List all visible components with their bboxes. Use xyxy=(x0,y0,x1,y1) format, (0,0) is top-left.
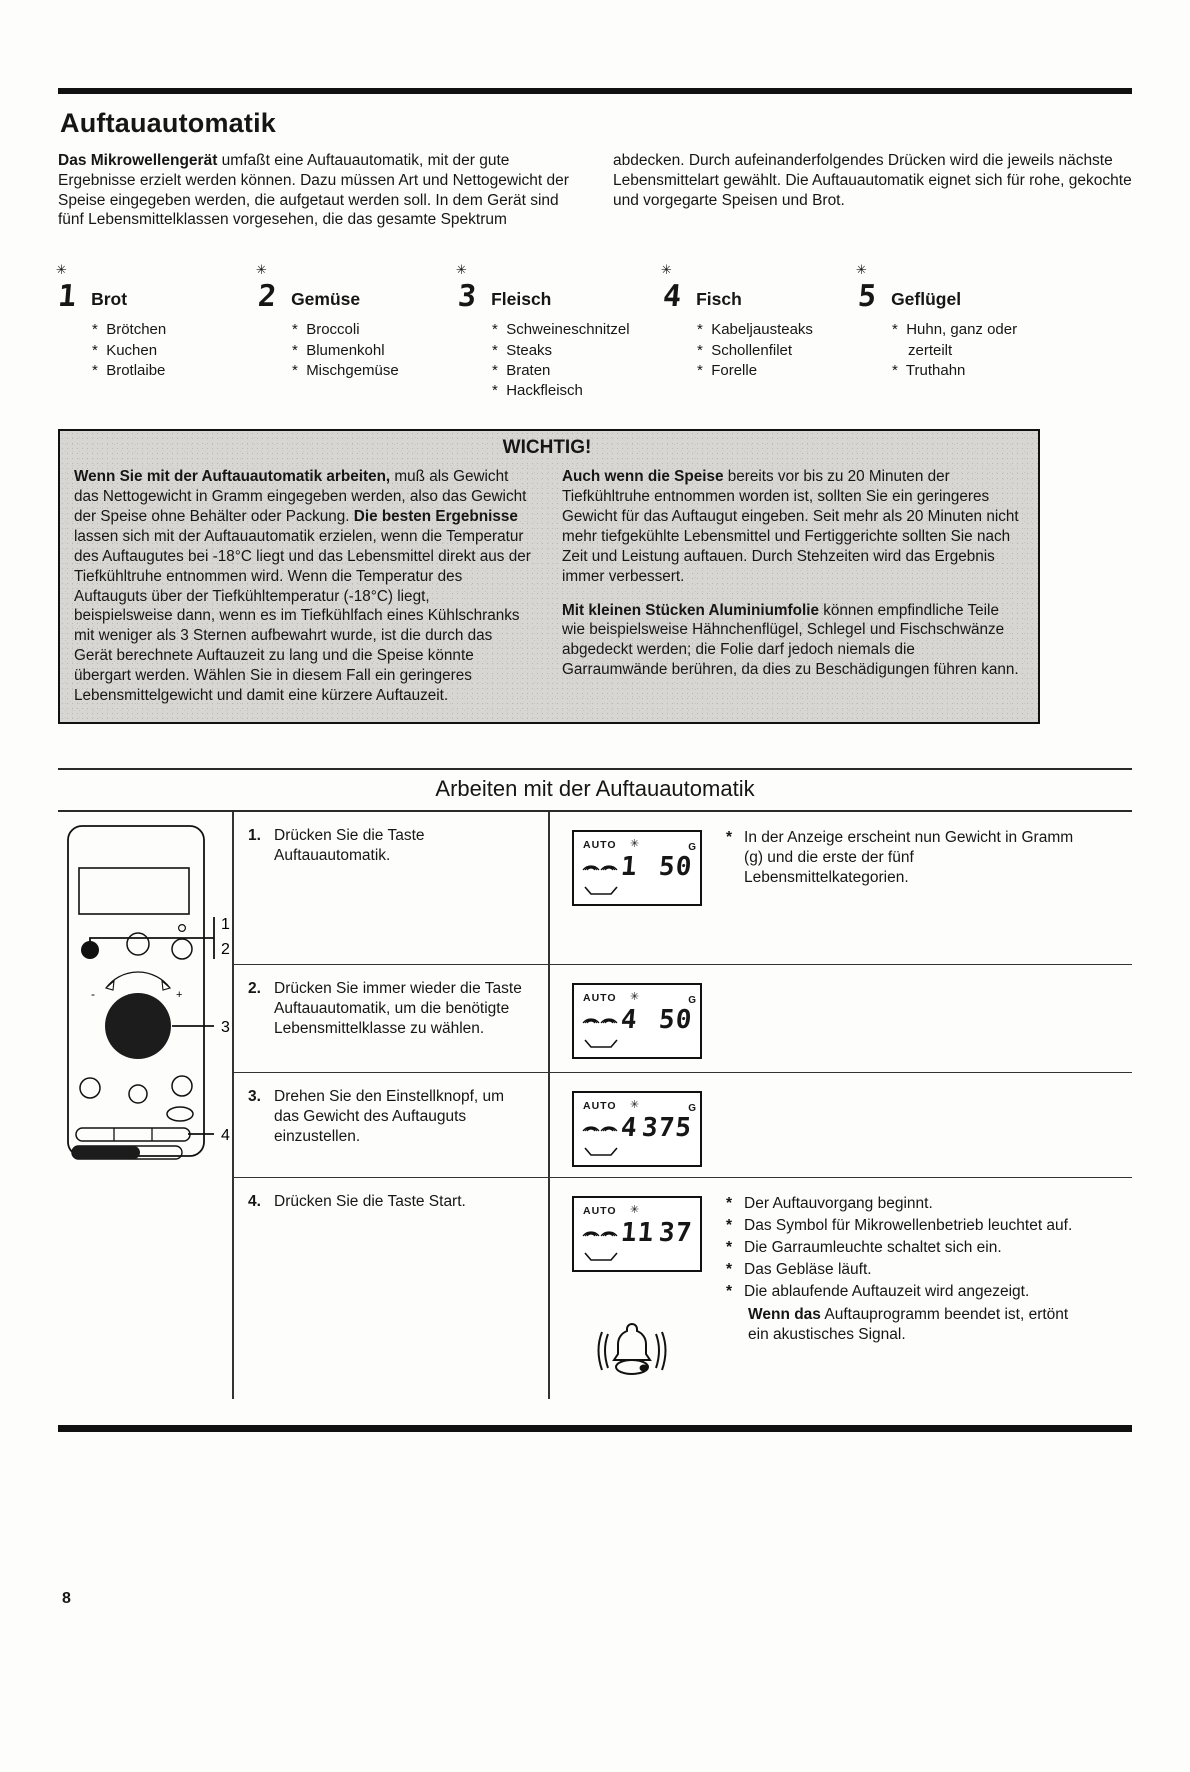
list-item: * Mischgemüse xyxy=(292,361,442,381)
defrost-icon: ✳ xyxy=(256,262,267,278)
category-name: Brot xyxy=(91,289,128,310)
panel-label-1: 1 xyxy=(221,915,230,933)
completion-note xyxy=(748,1305,1078,1345)
paragraph xyxy=(74,467,532,706)
dish-icon xyxy=(584,886,618,897)
category-gemuese xyxy=(258,264,458,401)
important-notice-box xyxy=(58,429,1040,724)
category-fisch xyxy=(663,264,858,401)
dish-icon xyxy=(584,1039,618,1050)
control-panel-drawing xyxy=(62,816,234,1168)
defrost-icon: ✳ xyxy=(56,262,67,278)
defrost-button xyxy=(81,941,99,959)
list-item: * Broccoli xyxy=(292,320,442,340)
lcd-display-2 xyxy=(572,983,702,1059)
note-2-cell xyxy=(702,964,1132,1072)
bottom-rule xyxy=(58,1425,1132,1432)
lcd-category-digit: 1 xyxy=(619,851,639,882)
defrost-icon: ✳ xyxy=(661,262,672,278)
category-name: Fleisch xyxy=(491,289,552,310)
defrost-icon: ✳ xyxy=(630,990,640,1003)
intro-left-lead: Das Mikrowellengerät xyxy=(58,152,218,169)
panel-display-window xyxy=(79,868,189,914)
list-item: * Kabeljausteaks xyxy=(697,320,847,340)
section-title: Arbeiten mit der Auftauautomatik xyxy=(435,775,755,801)
list-item: * Schollenfilet xyxy=(697,341,847,361)
lcd-time-minutes: 11 xyxy=(619,1217,656,1248)
paragraph-lead: Auch wenn die Speise xyxy=(562,468,724,486)
lcd-category-digit: 4 xyxy=(619,1004,639,1035)
knob-minus-label: - xyxy=(91,986,95,1001)
microwave-waves-icon xyxy=(582,1222,618,1240)
intro-left xyxy=(58,151,577,230)
panel-label-3: 3 xyxy=(221,1018,230,1036)
step-number: 2. xyxy=(248,979,261,997)
step-number: 1. xyxy=(248,826,261,844)
paragraph-text: muß als Gewicht das Nettogewicht in Gramm eingegeben werden, also das Gewicht der Speise ohne Behälter oder Packung. xyxy=(74,468,527,526)
paragraph-lead: Die besten Ergebnisse xyxy=(353,508,518,526)
auto-indicator: AUTO xyxy=(583,991,617,1004)
list-item: * Schweineschnitzel xyxy=(492,320,642,340)
step-number: 4. xyxy=(248,1192,261,1210)
display-4-cell xyxy=(550,1177,702,1399)
auto-indicator: AUTO xyxy=(583,1099,617,1112)
category-digit: 3 xyxy=(456,279,479,315)
notice-right-column xyxy=(562,467,1020,706)
list-item: * Blumenkohl xyxy=(292,341,442,361)
step-3-cell xyxy=(234,1072,550,1177)
bell-icon xyxy=(590,1318,696,1389)
page-title: Auftauautomatik xyxy=(60,108,277,138)
control-panel-diagram xyxy=(58,812,234,1399)
panel-button xyxy=(167,1107,193,1121)
display-2-cell xyxy=(550,964,702,1072)
lcd-display-3 xyxy=(572,1091,702,1167)
intro-left-text: umfaßt eine Auftauautomatik, mit der gute Ergebnisse erzielt werden können. Dazu müssen Art und Nettogewicht der Speise eingegeben werden, die aufgetaut werden soll. In dem Gerät sind fünf Lebensmittelklassen vorgesehen, die das gesamte Spektrum xyxy=(58,152,569,229)
panel-button xyxy=(129,1085,147,1103)
lcd-weight-value: 50 xyxy=(657,851,694,882)
paragraph-text: lassen sich mit der Auftauautomatik erzielen, wenn die Temperatur des Auftaugutes bei -18°C liegt und das Lebensmittel direkt aus der Tiefkühltruhe entnommen wird. Wenn die Temperatur des Auftauguts über der Tiefkühltemperatur (-18°C) liegt, beispielsweise dann, wenn es im Tiefkühlfach eines Kühlschranks mit weniger als 3 Sternen aufbewahrt wurde, ist die durch das Gerät berechnete Auftauzeit zu lang und die Speise könnte übergart werden. Wählen Sie in diesem Fall ein geringeres Lebensmittelgewicht und damit eine kürzere Auftauzeit. xyxy=(74,527,531,704)
category-digit: 4 xyxy=(661,279,684,315)
step-text: Drücken Sie die Taste Start. xyxy=(274,1192,466,1210)
notice-left-column xyxy=(74,467,532,706)
procedure-table xyxy=(58,812,1132,1399)
category-digit: 1 xyxy=(56,279,79,315)
list-item: * Braten xyxy=(492,361,642,381)
panel-button-bar xyxy=(76,1128,190,1141)
category-name: Gemüse xyxy=(291,289,361,310)
panel-button xyxy=(80,1078,100,1098)
step-4-cell xyxy=(234,1177,550,1399)
category-name: Fisch xyxy=(696,289,742,310)
category-brot xyxy=(58,264,258,401)
step-text: Drücken Sie immer wieder die Taste Auftauautomatik, um die benötigte Lebensmittelklasse zu wählen. xyxy=(274,979,522,1038)
note-item: * Das Symbol für Mikrowellenbetrieb leuchtet auf. xyxy=(726,1216,1126,1236)
paragraph-text: bereits vor bis zu 20 Minuten der Tiefkühltruhe entnommen worden ist, sollten Sie ein geringeres Gewicht für das Auftaugut eingeben. Seit mehr als 20 Minuten nicht mehr tiefgekühlte Lebensmittel und Fertiggerichte sollten Sie nach Zeit und Leistung auftauen. Durch Stehzeiten wird das Ergebnis immer verbessert. xyxy=(562,468,1019,585)
paragraph-lead: Wenn Sie mit der Auftauautomatik arbeiten, xyxy=(74,468,391,486)
category-gefluegel xyxy=(858,264,1058,401)
panel-button xyxy=(127,933,149,955)
defrost-icon: ✳ xyxy=(630,1203,640,1216)
list-item: * Brotlaibe xyxy=(92,361,242,381)
dish-icon xyxy=(584,1252,618,1263)
list-item: * Truthahn xyxy=(892,361,1042,381)
note-item: * Die Garraumleuchte schaltet sich ein. xyxy=(726,1238,1126,1258)
step-number: 3. xyxy=(248,1087,261,1105)
intro-right: abdecken. Durch aufeinanderfolgendes Drücken wird die jeweils nächste Lebensmittelart gewählt. Die Auftauautomatik eignet sich für rohe, gekochte und vorgegarte Speisen und Brot. xyxy=(613,152,1132,209)
lcd-display-4 xyxy=(572,1196,702,1272)
auto-indicator: AUTO xyxy=(583,1204,617,1217)
microwave-waves-icon xyxy=(582,856,618,874)
list-item: * Steaks xyxy=(492,341,642,361)
dish-icon xyxy=(584,1147,618,1158)
category-digit: 5 xyxy=(856,279,879,315)
note-item: * Die ablaufende Auftauzeit wird angezeigt. xyxy=(726,1282,1126,1302)
list-item: * Forelle xyxy=(697,361,847,381)
knob-plus-label: + xyxy=(176,988,183,1001)
manual-page xyxy=(0,88,1190,1608)
list-item: * Huhn, ganz oder zerteilt xyxy=(892,320,1042,361)
procedure-section-header xyxy=(58,768,1132,812)
display-3-cell xyxy=(550,1072,702,1177)
start-button xyxy=(72,1146,140,1159)
notice-title: WICHTIG! xyxy=(502,437,592,459)
display-1-cell xyxy=(550,812,702,964)
panel-label-2: 2 xyxy=(221,940,230,958)
note-4-cell xyxy=(702,1177,1132,1399)
lcd-display-1 xyxy=(572,830,702,906)
lcd-weight-value: 50 xyxy=(657,1004,694,1035)
category-name: Geflügel xyxy=(891,289,962,310)
defrost-icon: ✳ xyxy=(456,262,467,278)
paragraph-text: können empfindliche Teile wie beispielsweise Hähnchenflügel, Schlegel und Fischschwänze abgedeckt werden; die Folie darf jedoch niemals die Garraumwände berühren, da dies zu Beschädigungen führen kann. xyxy=(562,601,1019,679)
lcd-weight-value: 375 xyxy=(640,1112,694,1143)
note-item: * In der Anzeige erscheint nun Gewicht in Gramm (g) und die erste der fünf Lebensmittelkategorien. xyxy=(726,828,1126,888)
list-item: * Hackfleisch xyxy=(492,381,642,401)
list-item: * Brötchen xyxy=(92,320,242,340)
defrost-icon: ✳ xyxy=(630,1098,640,1111)
defrost-icon: ✳ xyxy=(630,837,640,850)
paragraph xyxy=(562,467,1020,586)
lcd-time-seconds: 37 xyxy=(657,1217,694,1248)
page-number: 8 xyxy=(62,1589,71,1607)
note-3-cell xyxy=(702,1072,1132,1177)
step-text: Drehen Sie den Einstellknopf, um das Gewicht des Auftauguts einzustellen. xyxy=(274,1087,505,1146)
note-item: * Der Auftauvorgang beginnt. xyxy=(726,1194,1126,1214)
rotary-knob xyxy=(105,993,171,1059)
list-item: * Kuchen xyxy=(92,341,242,361)
note-1-cell xyxy=(702,812,1132,964)
lcd-unit-label: G xyxy=(688,1102,696,1114)
panel-button xyxy=(172,939,192,959)
category-digit: 2 xyxy=(256,279,279,315)
auto-indicator: AUTO xyxy=(583,838,617,851)
completion-note-text: Auftauprogramm beendet ist, ertönt ein akustisches Signal. xyxy=(748,1305,1069,1343)
microwave-waves-icon xyxy=(582,1009,618,1027)
food-categories xyxy=(58,264,1132,401)
top-rule xyxy=(58,88,1132,94)
note-item: * Das Gebläse läuft. xyxy=(726,1260,1126,1280)
panel-button xyxy=(172,1076,192,1096)
lcd-category-digit: 4 xyxy=(619,1112,639,1143)
completion-note-lead: Wenn das xyxy=(748,1305,821,1323)
step-text: Drücken Sie die Taste Auftauautomatik. xyxy=(274,826,425,864)
step-2-cell xyxy=(234,964,550,1072)
microwave-waves-icon xyxy=(582,1117,618,1135)
paragraph-lead: Mit kleinen Stücken Aluminiumfolie xyxy=(562,601,819,619)
paragraph xyxy=(562,601,1020,681)
defrost-icon: ✳ xyxy=(856,262,867,278)
step-1-cell xyxy=(234,812,550,964)
panel-label-4: 4 xyxy=(221,1126,230,1144)
category-fleisch xyxy=(458,264,663,401)
lcd-unit-label: G xyxy=(688,841,696,853)
intro-paragraphs xyxy=(58,151,1132,230)
lcd-unit-label: G xyxy=(688,994,696,1006)
